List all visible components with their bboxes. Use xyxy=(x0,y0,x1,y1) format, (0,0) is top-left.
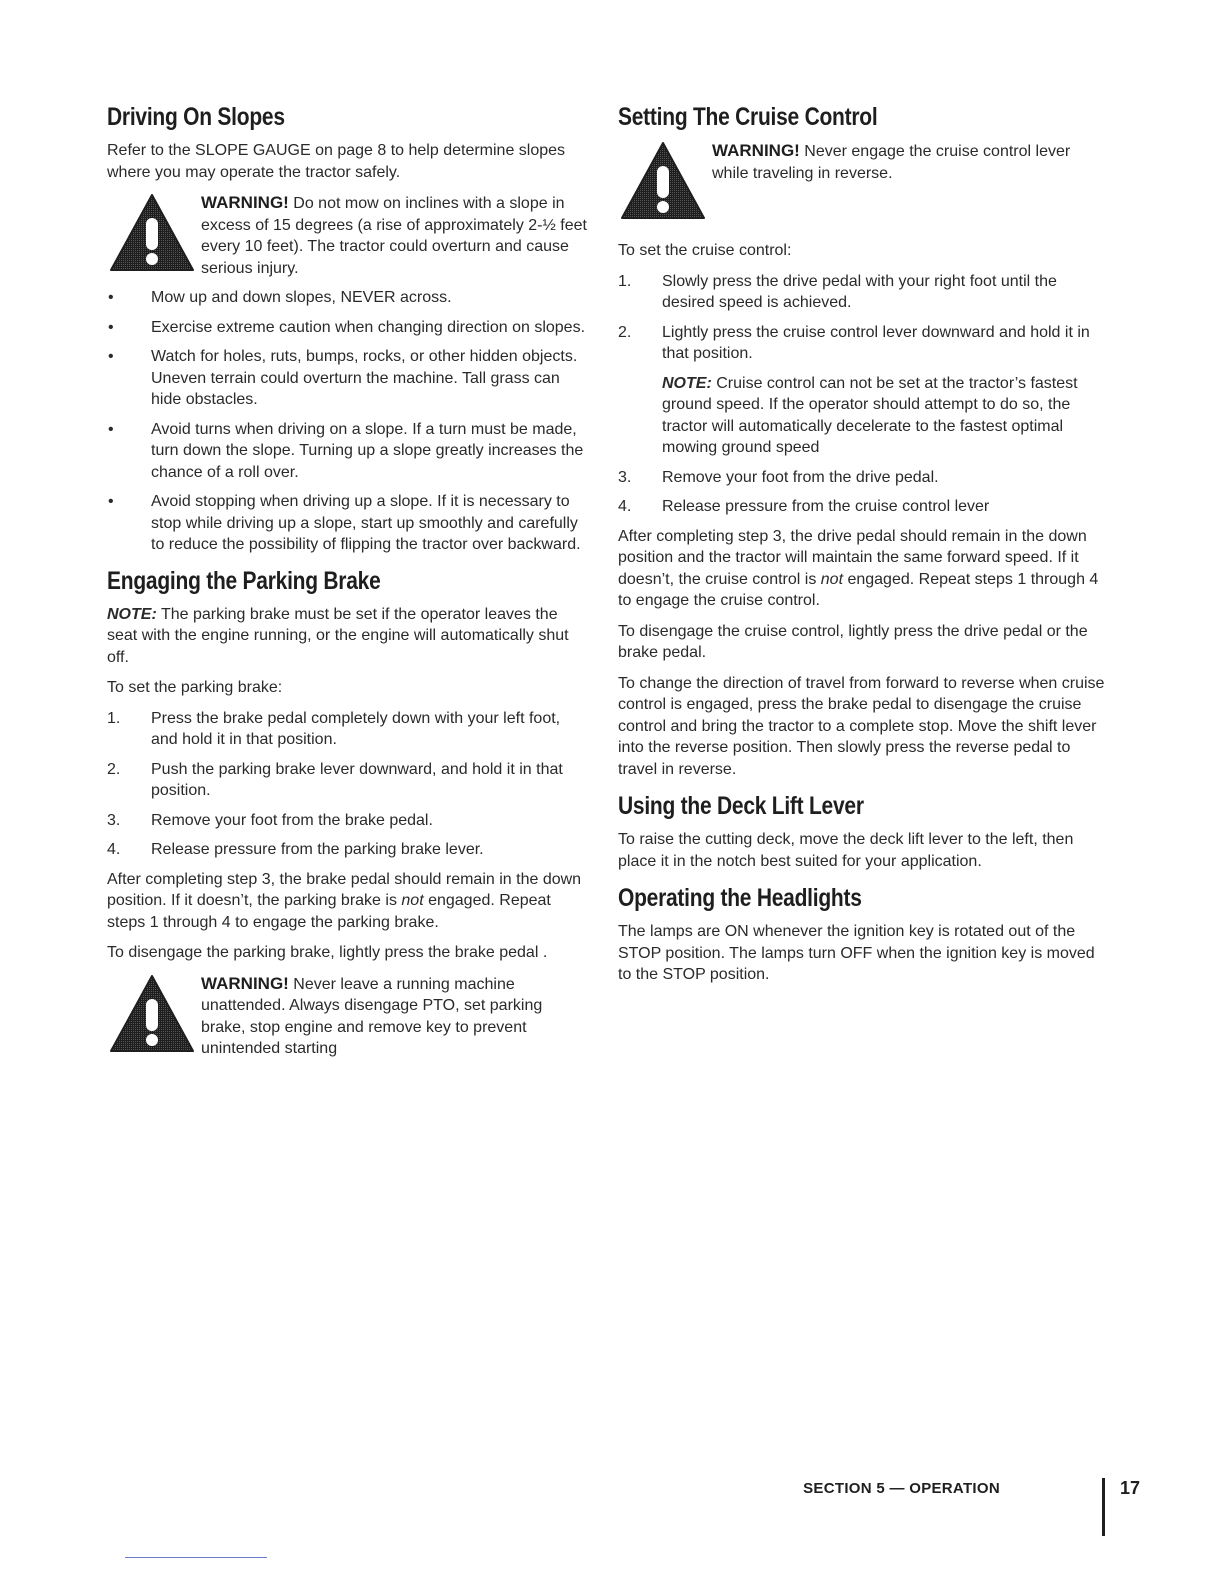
cruise-steps xyxy=(618,271,1108,365)
right-column xyxy=(618,100,1108,995)
heading-headlights: Operating the Headlights xyxy=(618,884,862,912)
deck-text: To raise the cutting deck, move the deck lift lever to the left, then place it in the notch best suited for your application. xyxy=(618,831,1074,870)
warning-label: WARNING! xyxy=(201,973,289,993)
footer-section-title: SECTION 5 — OPERATION xyxy=(803,1480,1000,1497)
warning-text: Never engage the cruise control lever while traveling in reverse. xyxy=(712,143,1071,182)
list-item: 4. Release pressure from the cruise control lever xyxy=(618,498,990,515)
parking-warning xyxy=(107,973,591,1060)
cruise-disengage: To disengage the cruise control, lightly press the drive pedal or the brake pedal. xyxy=(618,622,1088,661)
warning-text: Never leave a running machine unattended. Always disengage PTO, set parking brake, stop engine and remove key to prevent unintended starting xyxy=(201,975,543,1057)
cruise-warning xyxy=(618,140,1108,224)
page-number: 17 xyxy=(1120,1478,1141,1498)
slopes-bullet-list xyxy=(107,287,591,556)
list-item: 4. Release pressure from the parking brake lever. xyxy=(107,841,484,858)
headlights-text: The lamps are ON whenever the ignition key is rotated out of the STOP position. The lamps turn OFF when the ignition key is moved to the STOP position. xyxy=(618,923,1095,983)
heading-cruise-control: Setting The Cruise Control xyxy=(618,103,878,131)
list-item: 3. Remove your foot from the brake pedal. xyxy=(107,811,433,829)
cruise-intro: To set the cruise control: xyxy=(618,242,792,259)
parking-disengage: To disengage the parking brake, lightly press the brake pedal . xyxy=(107,944,548,961)
parking-steps xyxy=(107,708,591,861)
left-column xyxy=(107,100,591,1068)
list-item: 2. Lightly press the cruise control lever downward and hold it in that position. xyxy=(618,323,1090,362)
slopes-warning xyxy=(107,192,591,279)
list-item: • Exercise extreme caution when changing direction on slopes. xyxy=(108,318,586,336)
list-item: • Avoid stopping when driving up a slope. If it is necessary to stop while driving up a slope, start up smoothly and carefully to reduce the possibility of flipping the tractor over backward. xyxy=(108,493,581,553)
slopes-intro: Refer to the SLOPE GAUGE on page 8 to help determine slopes where you may operate the tractor safely. xyxy=(107,142,566,181)
warning-triangle-icon xyxy=(618,140,712,224)
list-item: 1. Slowly press the drive pedal with your right foot until the desired speed is achieved. xyxy=(618,272,1057,311)
warning-label: WARNING! xyxy=(712,141,800,160)
list-item: 3. Remove your foot from the drive pedal. xyxy=(618,468,939,486)
parking-after: After completing step 3, the brake pedal should remain in the down position. If it doesn’t, the parking brake is not engaged. Repeat steps 1 through 4 to engage the parking brake. xyxy=(107,870,582,931)
list-item: • Mow up and down slopes, NEVER across. xyxy=(108,289,452,306)
parking-note: NOTE: The parking brake must be set if the operator leaves the seat with the engine running, or the engine will automatically shut off. xyxy=(107,605,569,666)
cruise-change-direction: To change the direction of travel from forward to reverse when cruise control is engaged, press the brake pedal to disengage the cruise control and bring the tractor to a complete stop. Move the shift lever into the reverse position. Then slowly press the reverse pedal to travel in reverse. xyxy=(618,674,1105,778)
parking-intro: To set the parking brake: xyxy=(107,679,283,696)
page-footer xyxy=(803,1478,1150,1538)
warning-triangle-icon xyxy=(107,973,201,1057)
warning-triangle-icon xyxy=(107,192,201,276)
cruise-after: After completing step 3, the drive pedal should remain in the down position and the tractor will maintain the same forward speed. If it doesn’t, the cruise control is not engaged. Repeat steps 1 through 4 to engage the cruise control. xyxy=(618,527,1099,609)
footer-divider xyxy=(1102,1478,1105,1536)
list-item: 1. Press the brake pedal completely down with your left foot, and hold it in that position. xyxy=(107,709,561,748)
list-item: • Avoid turns when driving on a slope. If a turn must be made, turn down the slope. Turning up a slope greatly increases the chance of a roll over. xyxy=(108,420,584,481)
warning-label: WARNING! xyxy=(201,193,289,212)
bottom-rule xyxy=(125,1557,267,1558)
heading-driving-on-slopes: Driving On Slopes xyxy=(107,103,285,131)
heading-parking-brake: Engaging the Parking Brake xyxy=(107,566,381,595)
cruise-steps-continued xyxy=(618,467,1108,518)
warning-text: Do not mow on inclines with a slope in excess of 15 degrees (a rise of approximately 2-½ feet every 10 feet). The tractor could overturn and cause serious injury. xyxy=(201,195,587,277)
list-item: 2. Push the parking brake lever downward, and hold it in that position. xyxy=(107,760,563,799)
cruise-note: NOTE: Cruise control can not be set at the tractor’s fastest ground speed. If the operator should attempt to do so, the tractor will automatically decelerate to the fastest optimal mowing ground speed xyxy=(662,374,1078,456)
list-item: • Watch for holes, ruts, bumps, rocks, or other hidden objects. Uneven terrain could overturn the machine. Tall grass can hide obstacles. xyxy=(108,348,578,408)
heading-deck-lift: Using the Deck Lift Lever xyxy=(618,792,864,820)
